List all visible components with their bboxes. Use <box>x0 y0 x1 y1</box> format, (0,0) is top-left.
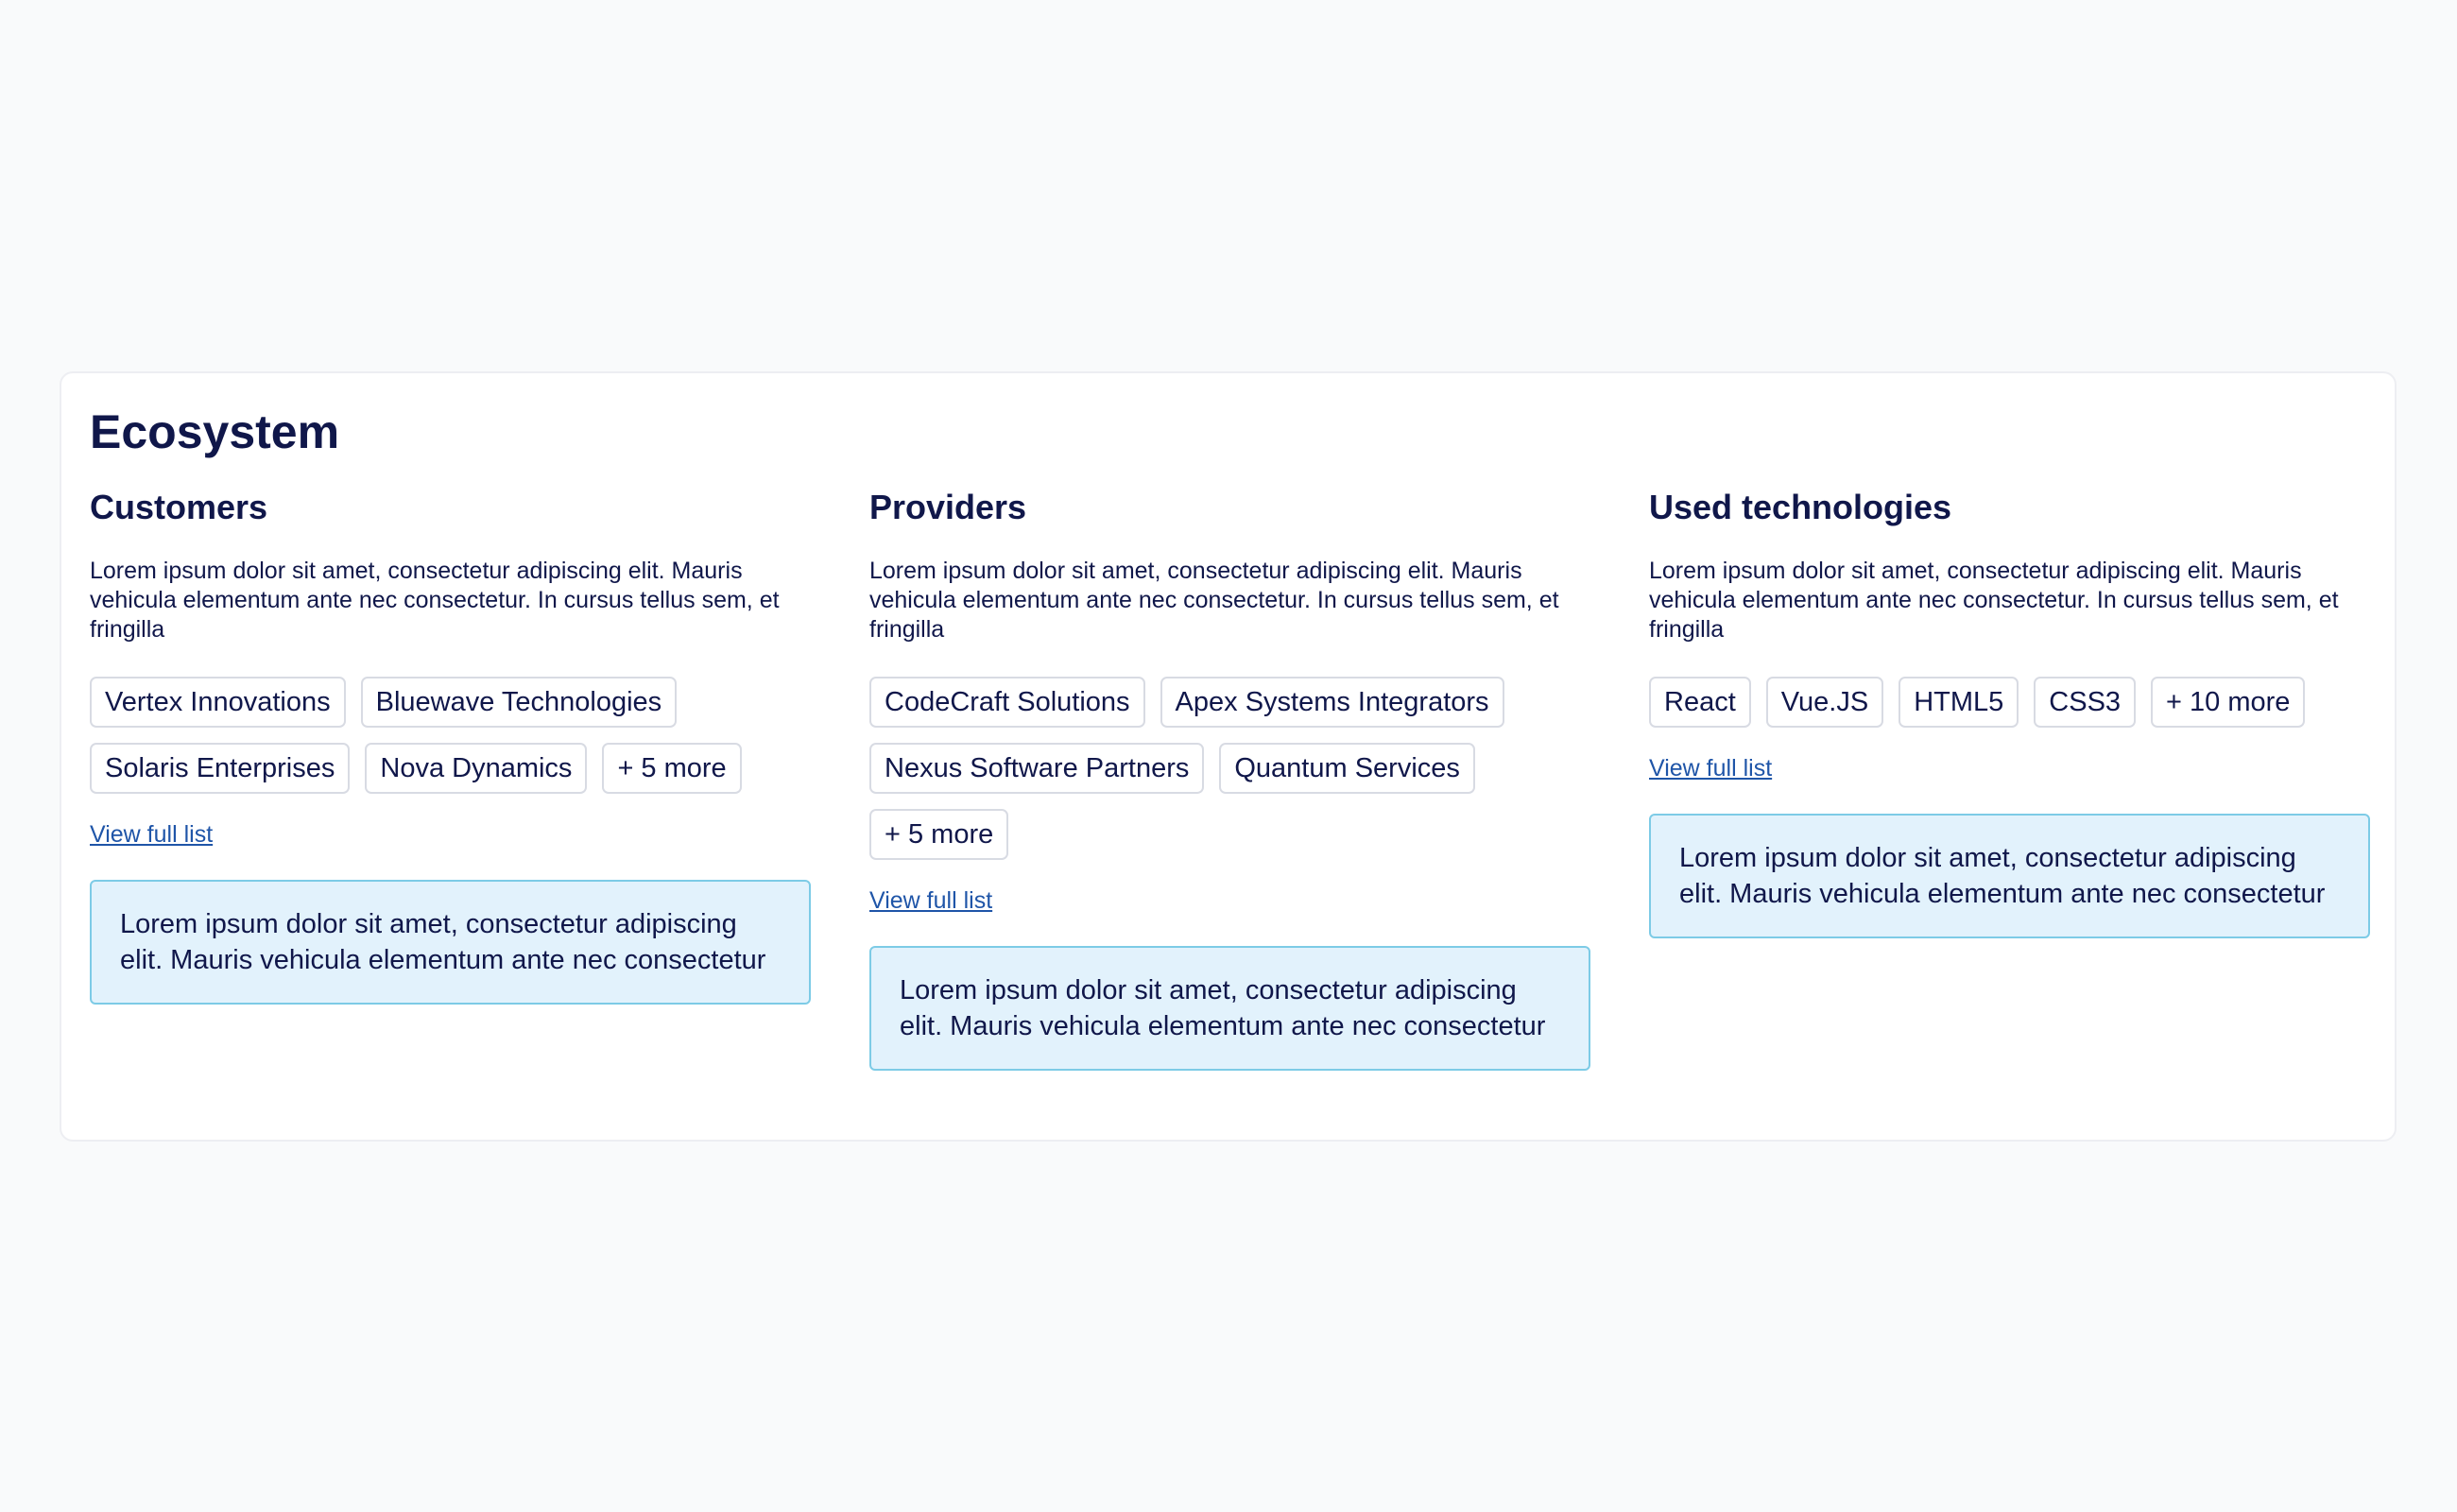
columns-container <box>90 487 2366 1071</box>
tag[interactable]: CodeCraft Solutions <box>869 677 1145 728</box>
tag[interactable]: Nexus Software Partners <box>869 743 1204 794</box>
tag[interactable]: CSS3 <box>2034 677 2136 728</box>
view-full-list-link[interactable]: View full list <box>1649 755 1773 782</box>
column-title: Providers <box>869 488 1027 526</box>
view-full-list-link[interactable]: View full list <box>90 821 214 848</box>
tag-list <box>1649 677 2370 728</box>
tag[interactable]: Quantum Services <box>1219 743 1475 794</box>
ecosystem-card <box>60 371 2397 1142</box>
tag[interactable]: Vertex Innovations <box>90 677 346 728</box>
more-tags-button[interactable]: + 5 more <box>869 809 1008 860</box>
section-title: Ecosystem <box>90 405 340 458</box>
tag[interactable]: Apex Systems Integrators <box>1160 677 1504 728</box>
column-description: Lorem ipsum dolor sit amet, consectetur adipiscing elit. Mauris vehicula elementum ante nec consectetur. In cursus tellus sem, et fringilla <box>90 558 780 643</box>
info-note: Lorem ipsum dolor sit amet, consectetur adipiscing elit. Mauris vehicula elementum ante nec consectetur <box>869 946 1590 1071</box>
tag[interactable]: Bluewave Technologies <box>361 677 678 728</box>
more-tags-button[interactable]: + 10 more <box>2151 677 2305 728</box>
column-description: Lorem ipsum dolor sit amet, consectetur adipiscing elit. Mauris vehicula elementum ante nec consectetur. In cursus tellus sem, et fringilla <box>869 558 1559 643</box>
tag-list <box>90 677 811 794</box>
column-title: Used technologies <box>1649 488 1952 526</box>
column-title: Customers <box>90 488 268 526</box>
tag[interactable]: React <box>1649 677 1751 728</box>
customers-column <box>90 487 811 1071</box>
info-note: Lorem ipsum dolor sit amet, consectetur adipiscing elit. Mauris vehicula elementum ante nec consectetur <box>1649 814 2370 938</box>
tag[interactable]: Solaris Enterprises <box>90 743 350 794</box>
tag[interactable]: Nova Dynamics <box>365 743 587 794</box>
tag[interactable]: HTML5 <box>1899 677 2019 728</box>
column-description: Lorem ipsum dolor sit amet, consectetur adipiscing elit. Mauris vehicula elementum ante nec consectetur. In cursus tellus sem, et fringilla <box>1649 558 2339 643</box>
more-tags-button[interactable]: + 5 more <box>602 743 741 794</box>
view-full-list-link[interactable]: View full list <box>869 887 993 914</box>
tag-list <box>869 677 1590 860</box>
technologies-column <box>1649 487 2370 1071</box>
providers-column <box>869 487 1590 1071</box>
tag[interactable]: Vue.JS <box>1766 677 1883 728</box>
info-note: Lorem ipsum dolor sit amet, consectetur adipiscing elit. Mauris vehicula elementum ante nec consectetur <box>90 880 811 1005</box>
